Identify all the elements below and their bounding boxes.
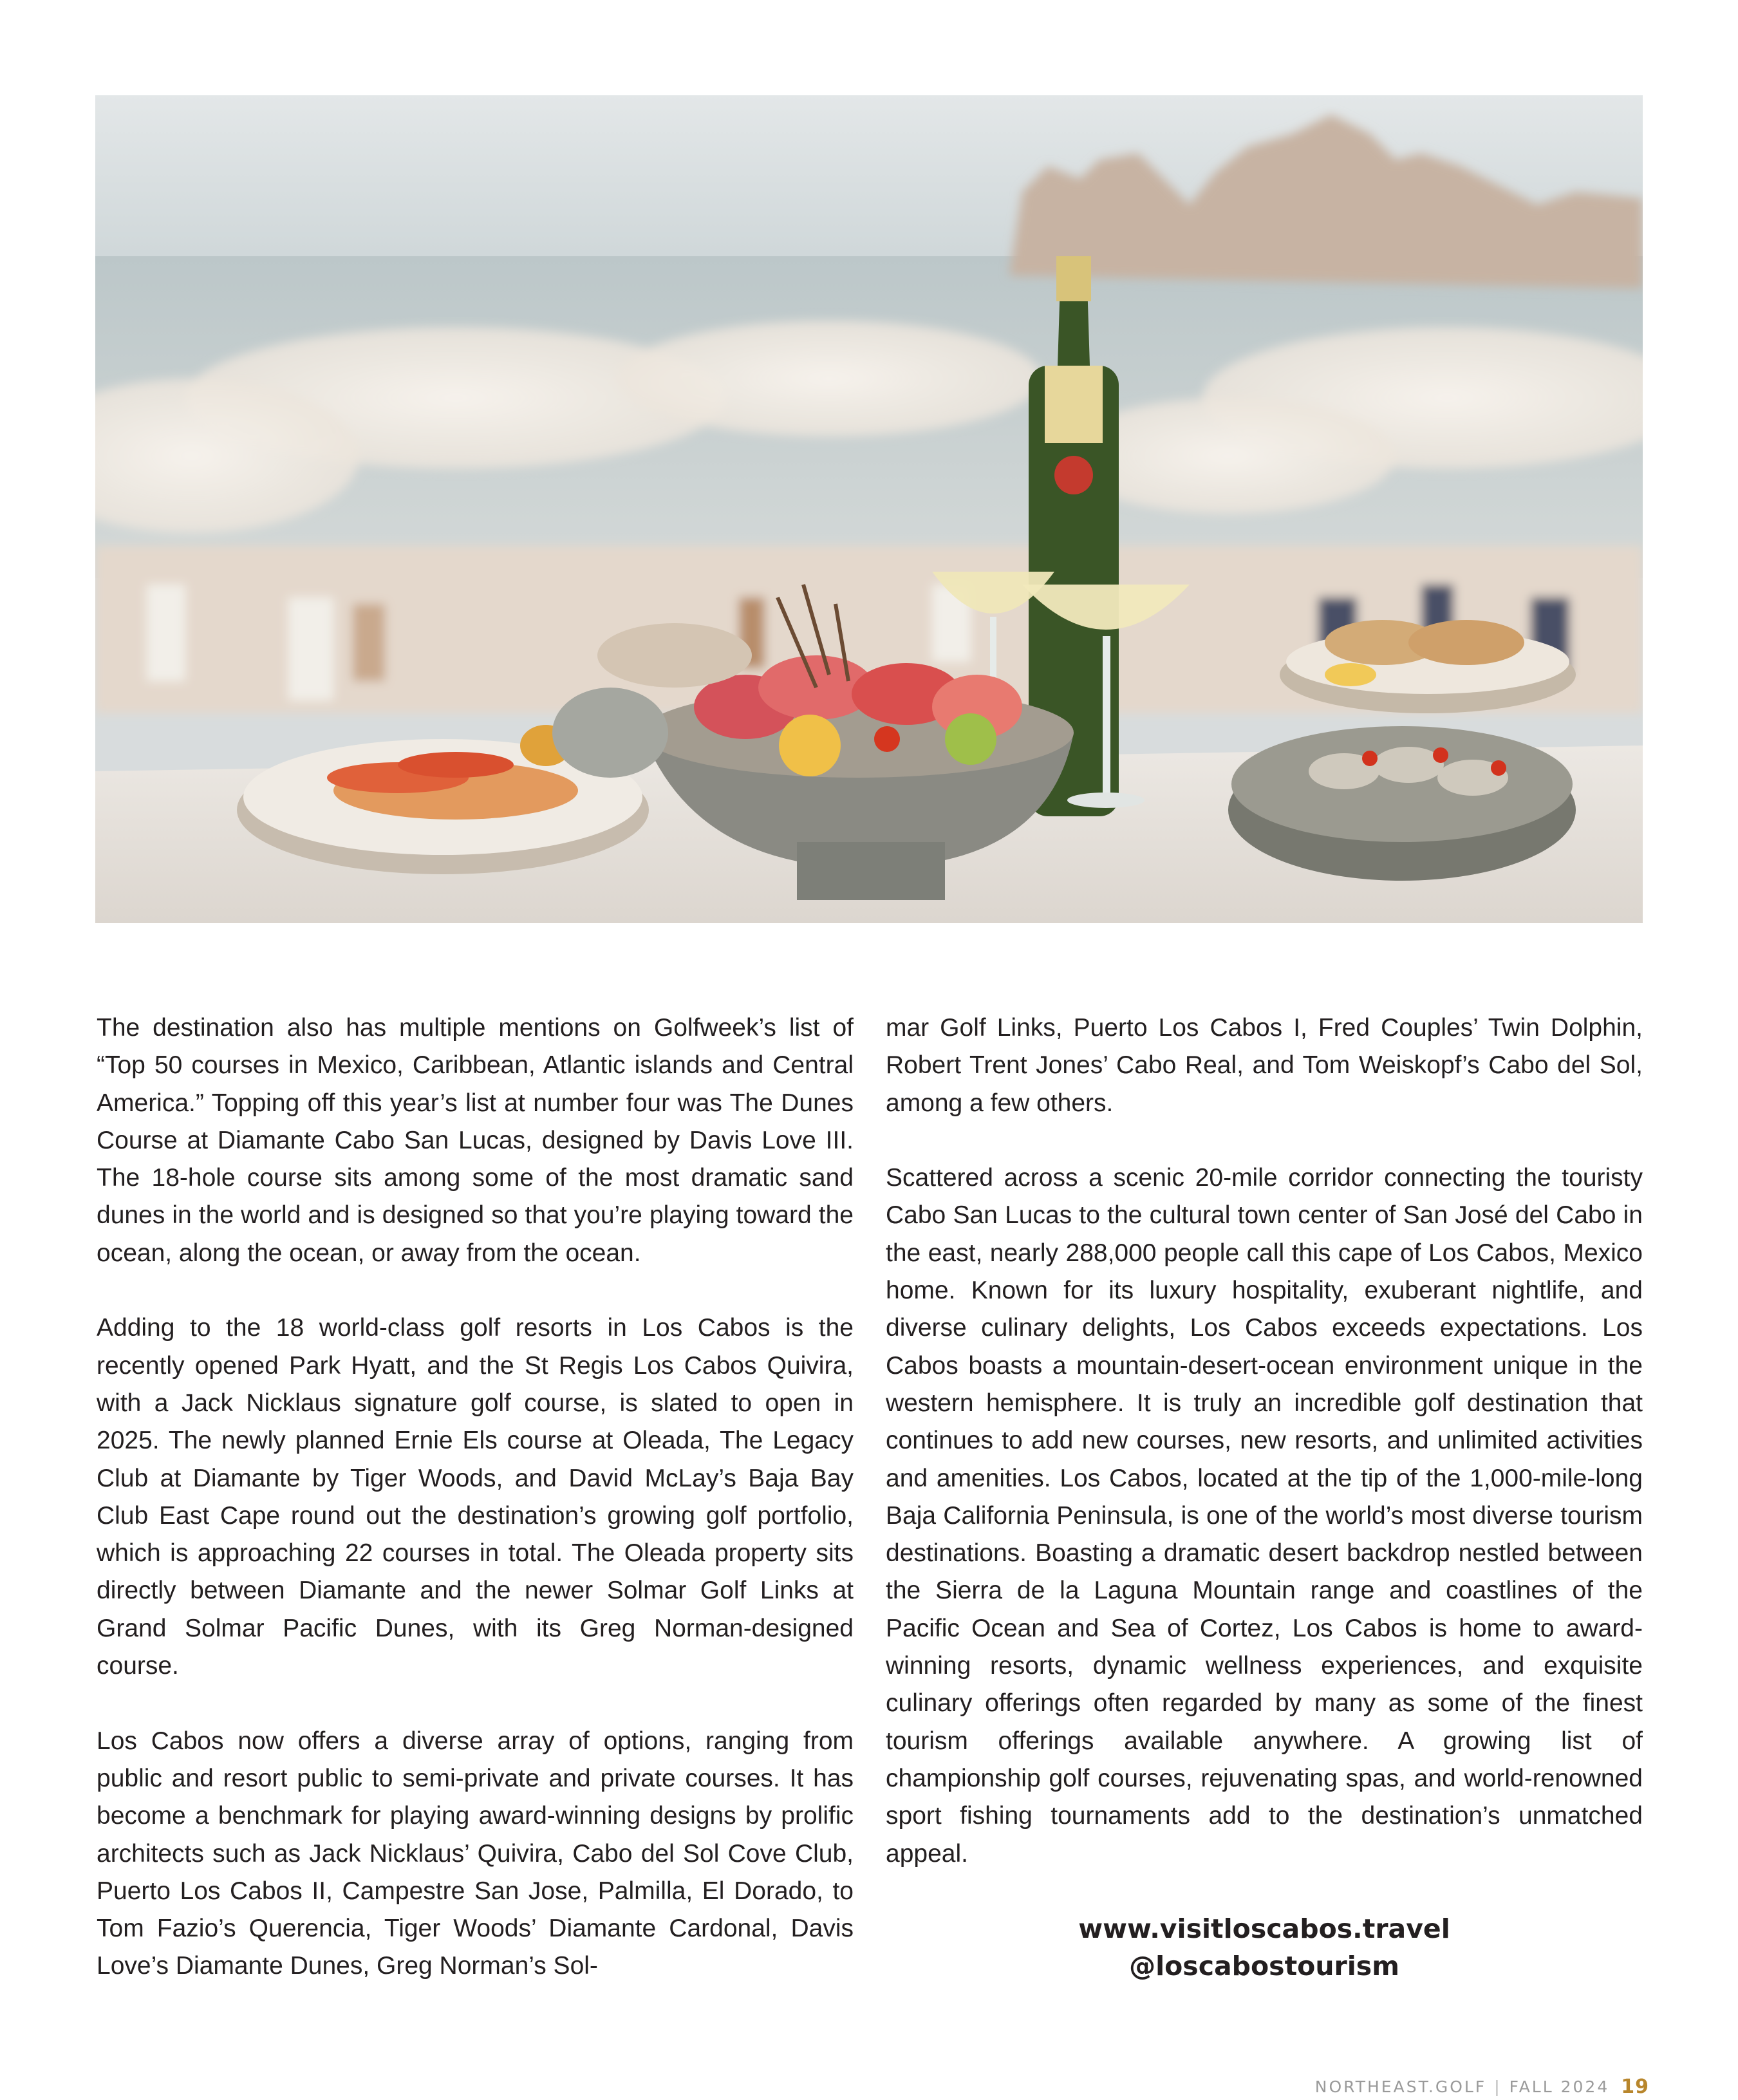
page-number: 19 <box>1621 2075 1649 2098</box>
oyster-platter <box>1228 726 1576 881</box>
page-footer <box>1315 2073 1649 2100</box>
article-right-column <box>886 1009 1643 1985</box>
article-left-column <box>97 1009 854 2023</box>
footer-separator: | <box>1494 2077 1502 2096</box>
issue-label: FALL 2024 <box>1509 2077 1610 2096</box>
article-paragraph: Scattered across a scenic 20-mile corridor connecting the touristy Cabo San Lucas to the cultural town center of San José del Cabo in the east, nearly 288,000 people call this cape of Los Cabos, Mexico home. Known for its luxury hospitality, exuberant nightlife, and diverse culinary delights, Los Cabos exceeds expectations. Los Cabos boasts a mountain-desert-ocean environment unique in the western hemisphere. It is truly an incredible golf destination that continues to add new courses, new resorts, and unlimited activities and amenities. Los Cabos, located at the tip of the 1,000-mile-long Baja California Peninsula, is one of the world’s most diverse tourism destinations. Boasting a dramatic desert backdrop nestled between the Sierra de la Laguna Mountain range and coastlines of the Pacific Ocean and Sea of Cortez, Los Cabos is home to award-winning resorts, dynamic wellness experiences, and exquisite culinary offerings often regarded by many as some of the finest tourism offerings available anywhere. A growing list of championship golf courses, rejuvenating spas, and world-renowned sport fishing tournaments add to the destination’s unmatched appeal. <box>886 1164 1643 1868</box>
article-paragraph: Adding to the 18 world-class golf resorts in Los Cabos is the recently opened Park Hyatt, and the St Regis Los Cabos Quivira, with a Jack Nicklaus signature golf course, is slated to open in 2025. The newly planned Ernie Els course at Oleada, The Legacy Club at Diamante by Tiger Woods, and David McLay’s Baja Bay Club East Cape round out the destination’s growing golf portfolio, which is approaching 22 courses in total. The Oleada property sits directly between Diamante and the newer Solmar Golf Links at Grand Solmar Pacific Dunes, with its Greg Norman-designed course. <box>97 1314 854 1680</box>
publication-name: NORTHEAST.GOLF <box>1314 2077 1487 2096</box>
website-link[interactable]: www.visitloscabos.travel <box>1078 1913 1450 1945</box>
seafood-table-photo <box>95 95 1643 923</box>
article-paragraph: Los Cabos now offers a diverse array of options, ranging from public and resort public to semi-private and private courses. It has become a benchmark for playing award-winning designs by prolific architects such as Jack Nicklaus’ Quivira, Cabo del Sol Cove Club, Puerto Los Cabos II, Campestre San Jose, Palmilla, El Dorado, to Tom Fazio’s Querencia, Tiger Woods’ Diamante Cardonal, Davis Love’s Diamante Dunes, Greg Norman’s Sol- <box>97 1727 854 1980</box>
article-paragraph: mar Golf Links, Puerto Los Cabos I, Fred Couples’ Twin Dolphin, Robert Trent Jones’ Cabo Real, and Tom Weiskopf’s Cabo del Sol, among a few others. <box>886 1014 1643 1117</box>
article-paragraph: The destination also has multiple mentions on Golfweek’s list of “Top 50 courses in Mexico, Caribbean, Atlantic islands and Central America.” Topping off this year’s list at number four was The Dunes Course at Diamante Cabo San Lucas, designed by Davis Love III. The 18-hole course sits among some of the most dramatic sand dunes in the world and is designed so that you’re playing toward the ocean, along the ocean, or away from the ocean. <box>97 1014 854 1267</box>
social-handle-link[interactable]: @loscabostourism <box>1129 1951 1399 1982</box>
contact-links <box>886 1910 1643 1985</box>
photo-illustration <box>95 95 1643 923</box>
